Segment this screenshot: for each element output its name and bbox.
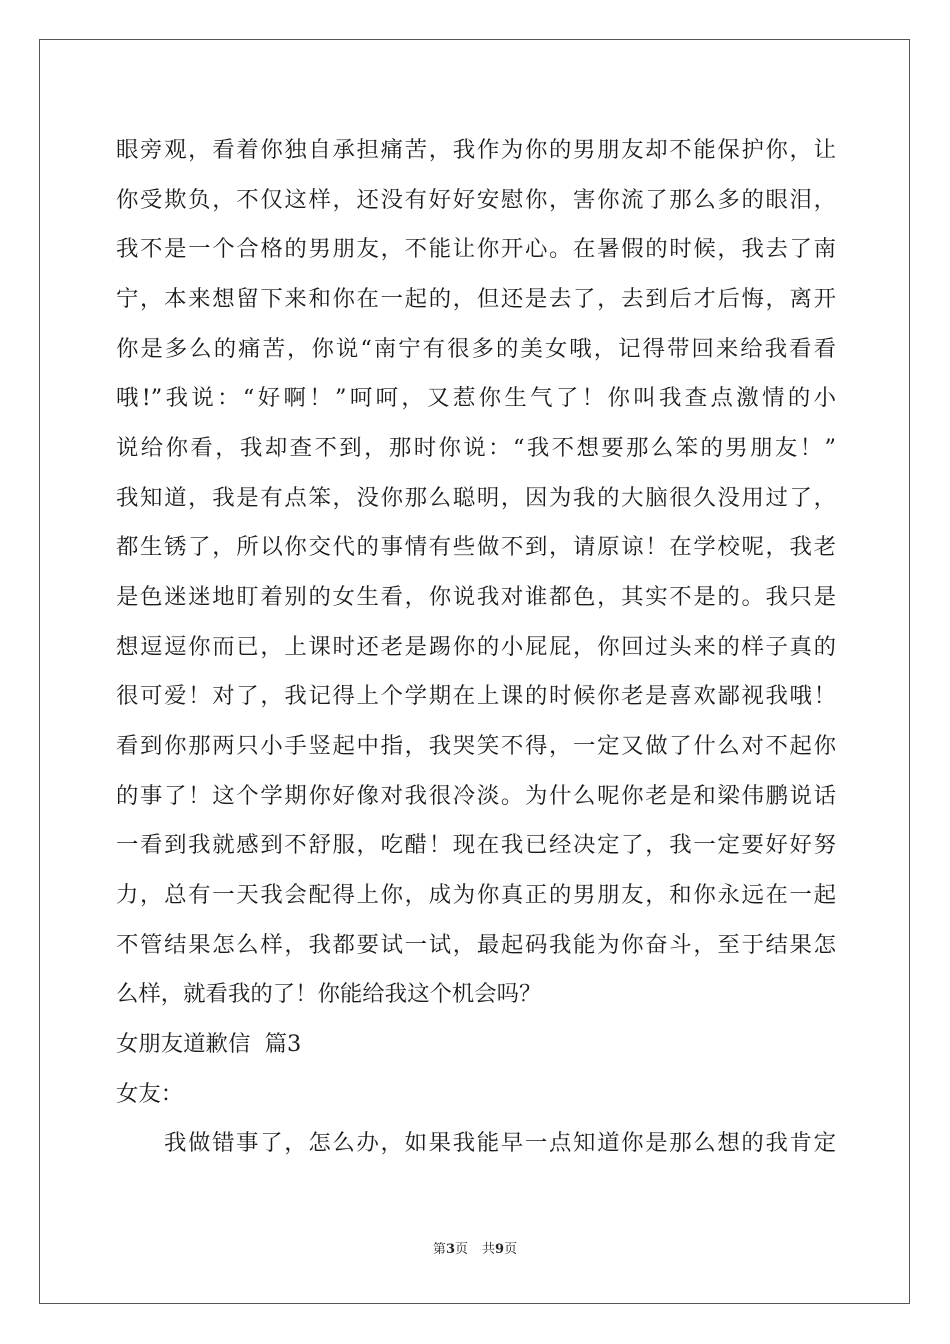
body-line: 的事了！这个学期你好像对我很冷淡。为什么呢你老是和梁伟鹏说话: [116, 783, 836, 809]
body-line: 我知道，我是有点笨，没你那么聪明，因为我的大脑很久没用过了，: [116, 485, 836, 511]
total-suffix: 页: [504, 1242, 518, 1257]
body-line: 你是多么的痛苦，你说“南宁有很多的美女哦，记得带回来给我看看: [116, 336, 836, 362]
body-line: 眼旁观，看着你独自承担痛苦，我作为你的男朋友却不能保护你，让: [116, 137, 836, 163]
page-total: 9: [495, 1242, 505, 1257]
body-line: 说给你看，我却查不到，那时你说：“我不想要那么笨的男朋友！”: [116, 435, 836, 461]
page-footer: [0, 1240, 950, 1260]
page-border: [39, 39, 910, 1304]
body-line: 你受欺负，不仅这样，还没有好好安慰你，害你流了那么多的眼泪，: [116, 187, 836, 213]
body-line: 一看到我就感到不舒服，吃醋！现在我已经决定了，我一定要好好努: [116, 832, 836, 858]
total-prefix: 共: [482, 1242, 496, 1257]
page-prefix: 第: [432, 1242, 446, 1257]
body-line: 不管结果怎么样，我都要试一试，最起码我能为你奋斗，至于结果怎: [116, 932, 836, 958]
body-line: 宁，本来想留下来和你在一起的，但还是去了，去到后才后悔，离开: [116, 286, 836, 312]
body-line: 么样，就看我的了！你能给我这个机会吗？: [116, 981, 542, 1007]
body-line: 是色迷迷地盯着别的女生看，你说我对谁都色，其实不是的。我只是: [116, 584, 836, 610]
opening-line: 我做错事了，怎么办，如果我能早一点知道你是那么想的我肯定: [164, 1130, 836, 1156]
section-title: 女朋友道歉信 篇3: [116, 1031, 302, 1057]
page-current: 3: [445, 1242, 455, 1257]
body-line: 很可爱！对了，我记得上个学期在上课的时候你老是喜欢鄙视我哦！: [116, 683, 836, 709]
body-line: 我不是一个合格的男朋友，不能让你开心。在暑假的时候，我去了南: [116, 236, 836, 262]
salutation: 女友：: [116, 1081, 184, 1107]
body-line: 力，总有一天我会配得上你，成为你真正的男朋友，和你永远在一起: [116, 882, 836, 908]
body-line: 都生锈了，所以你交代的事情有些做不到，请原谅！在学校呢，我老: [116, 534, 836, 560]
body-line: 想逗逗你而已，上课时还老是踢你的小屁屁，你回过头来的样子真的: [116, 634, 836, 660]
body-line: 看到你那两只小手竖起中指，我哭笑不得，一定又做了什么对不起你: [116, 733, 836, 759]
body-line: 哦!”我说：“好啊！”呵呵，又惹你生气了！你叫我查点激情的小: [116, 385, 836, 411]
page-mid: 页: [454, 1242, 468, 1257]
